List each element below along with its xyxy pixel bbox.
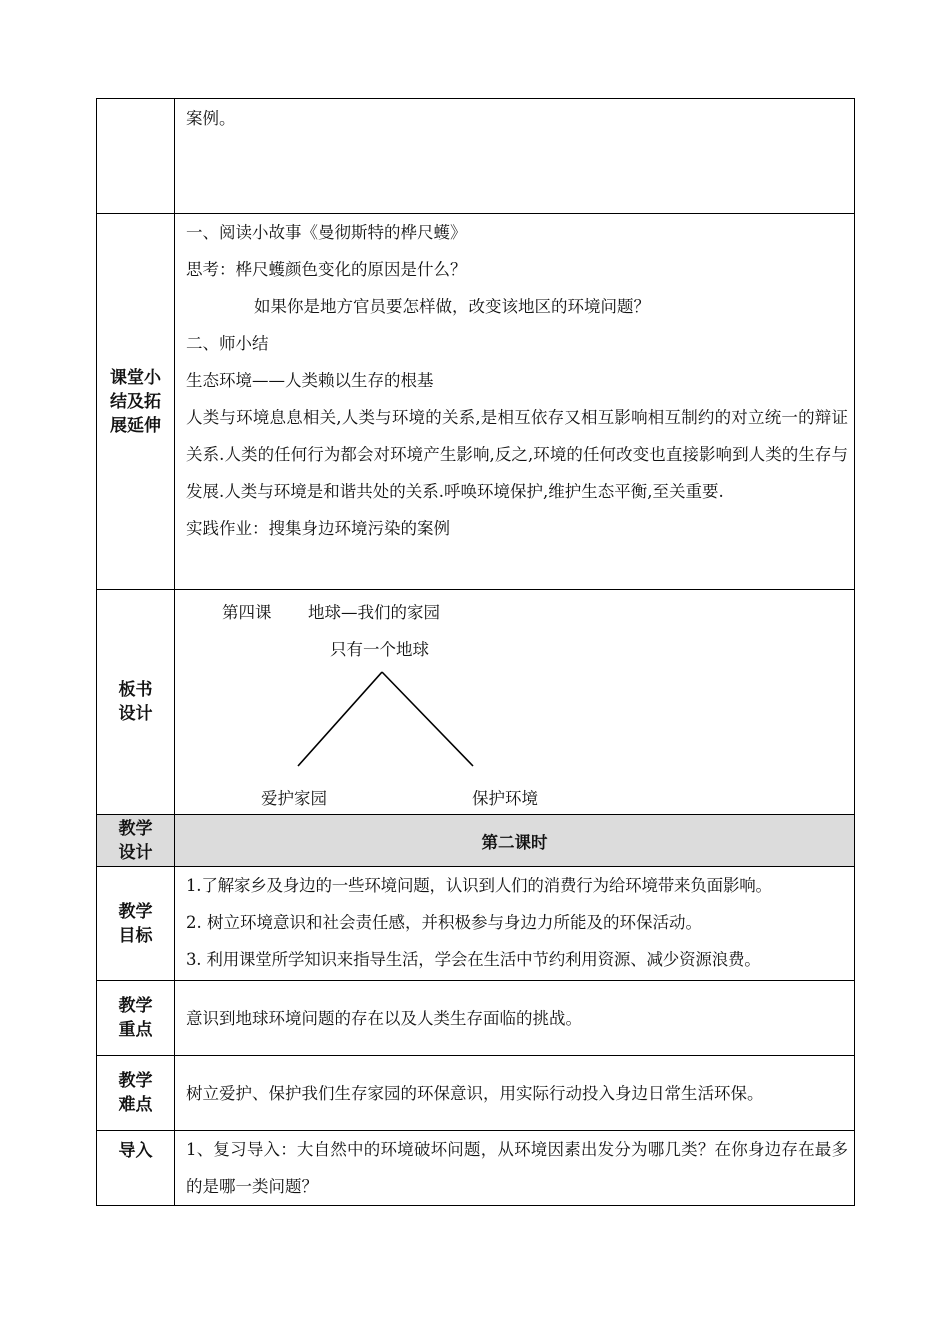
board-top: 只有一个地球 — [330, 640, 429, 659]
summary-line: 一、阅读小故事《曼彻斯特的桦尺蠖》 — [186, 223, 467, 242]
summary-line: 实践作业：搜集身边环境污染的案例 — [186, 519, 450, 538]
goal-item: 3. 利用课堂所学知识来指导生活，学会在生活中节约利用资源、减少资源浪费。 — [186, 950, 761, 969]
summary-line: 如果你是地方官员要怎样做，改变该地区的环境问题？ — [254, 297, 650, 316]
board-left: 爱护家园 — [261, 789, 327, 808]
board-lines — [175, 590, 855, 814]
row-difficult — [97, 1056, 855, 1131]
row-design — [97, 815, 855, 867]
row-case-content — [175, 99, 855, 214]
intro-content — [175, 1131, 855, 1206]
design-title: 第二课时 — [175, 815, 855, 867]
row-case-label — [97, 99, 175, 214]
difficult-label: 教学 难点 — [97, 1056, 175, 1131]
design-label: 教学 设计 — [97, 815, 175, 867]
board-right: 保护环境 — [472, 789, 538, 808]
board-diagram — [175, 590, 854, 814]
intro-text: 1、复习导入：大自然中的环境破坏问题，从环境因素出发分为哪几类？在你身边存在最多的是哪一类问题？ — [186, 1140, 848, 1196]
summary-line: 思考：桦尺蠖颜色变化的原因是什么？ — [186, 260, 467, 279]
board-line-left — [298, 672, 382, 766]
case-text: 案例。 — [186, 109, 236, 128]
row-intro — [97, 1131, 855, 1206]
summary-paragraph: 人类与环境息息相关,人类与环境的关系,是相互依存又相互影响相互制约的对立统一的辩证关系.人类的任何行为都会对环境产生影响,反之,环境的任何改变也直接影响到人类的生存与发展.人类与环境是和谐共处的关系.呼唤环境保护,维护生态平衡,至关重要. — [186, 408, 848, 501]
row-summary — [97, 214, 855, 590]
row-case — [97, 99, 855, 214]
difficult-content — [175, 1056, 855, 1131]
summary-line: 生态环境——人类赖以生存的根基 — [186, 371, 434, 390]
board-content — [175, 590, 855, 815]
row-goals — [97, 867, 855, 981]
board-title: 地球—我们的家园 — [308, 603, 440, 622]
goal-item: 2. 树立环境意识和社会责任感，并积极参与身边力所能及的环保活动。 — [186, 913, 702, 932]
summary-label: 课堂小 结及拓 展延伸 — [97, 214, 175, 590]
intro-label: 导入 — [97, 1131, 175, 1206]
board-line-right — [382, 672, 473, 766]
board-label: 板书 设计 — [97, 590, 175, 815]
row-key — [97, 981, 855, 1056]
board-lesson: 第四课 — [222, 603, 272, 622]
lesson-plan-table — [96, 98, 855, 1206]
goals-content — [175, 867, 855, 981]
key-content — [175, 981, 855, 1056]
goal-item: 1.了解家乡及身边的一些环境问题，认识到人们的消费行为给环境带来负面影响。 — [186, 876, 772, 895]
summary-content — [175, 214, 855, 590]
key-text: 意识到地球环境问题的存在以及人类生存面临的挑战。 — [186, 1008, 582, 1028]
summary-line: 二、师小结 — [186, 334, 269, 353]
goals-label: 教学 目标 — [97, 867, 175, 981]
difficult-text: 树立爱护、保护我们生存家园的环保意识，用实际行动投入身边日常生活环保。 — [186, 1083, 764, 1103]
key-label: 教学 重点 — [97, 981, 175, 1056]
row-board — [97, 590, 855, 815]
